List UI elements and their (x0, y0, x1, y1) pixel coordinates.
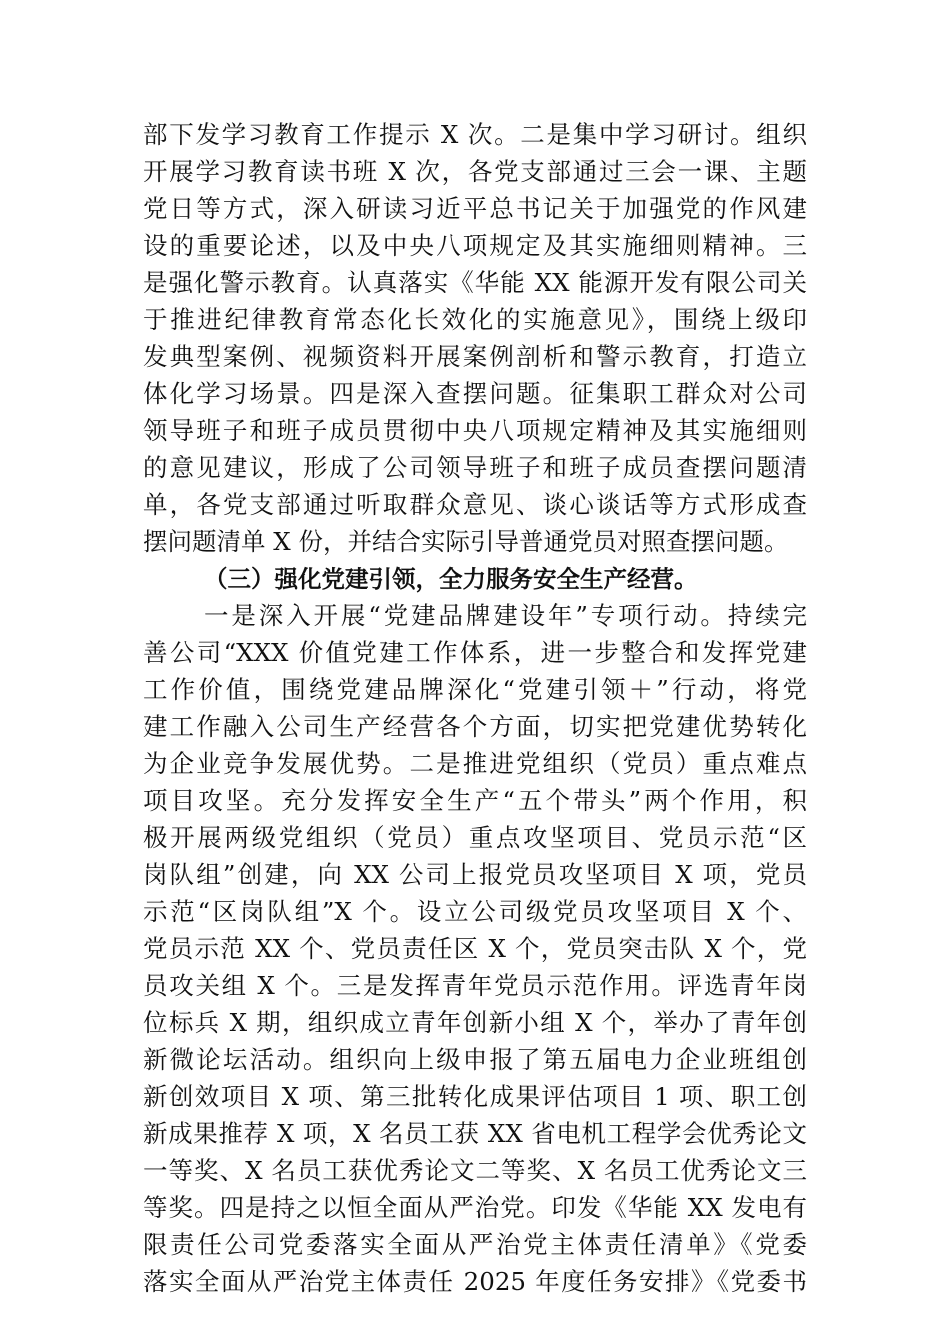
paragraph-line: 领导班子和班子成员贯彻中央八项规定精神及其实施细则 (143, 416, 807, 445)
paragraph-line: 工作价值，围绕党建品牌深化“党建引领＋”行动，将党 (143, 675, 807, 704)
paragraph-line: 员攻关组 X 个。三是发挥青年党员示范作用。评选青年岗 (143, 971, 807, 1000)
section-heading: （三）强化党建引领，全力服务安全生产经营。 (204, 565, 698, 593)
paragraph-line: 一等奖、X 名员工获优秀论文二等奖、X 名员工优秀论文三 (143, 1156, 807, 1185)
paragraph-line: 的意见建议，形成了公司领导班子和班子成员查摆问题清 (143, 453, 807, 482)
paragraph-line: 极开展两级党组织（党员）重点攻坚项目、党员示范“区 (143, 823, 807, 852)
paragraph-line: 落实全面从严治党主体责任 2025 年度任务安排》《党委书 (143, 1267, 807, 1296)
paragraph-line: 是强化警示教育。认真落实《华能 XX 能源开发有限公司关 (143, 268, 807, 297)
paragraph-line: 体化学习场景。四是深入查摆问题。征集职工群众对公司 (143, 379, 807, 408)
paragraph-line: 一是深入开展“党建品牌建设年”专项行动。持续完 (204, 601, 807, 630)
paragraph-line: 党日等方式，深入研读习近平总书记关于加强党的作风建 (143, 194, 807, 223)
paragraph-line: 善公司“XXX 价值党建工作体系，进一步整合和发挥党建 (143, 638, 807, 667)
paragraph-line: 摆问题清单 X 份，并结合实际引导普通党员对照查摆问题。 (143, 527, 789, 556)
paragraph-line: 部下发学习教育工作提示 X 次。二是集中学习研讨。组织 (143, 120, 807, 149)
paragraph-line: 新成果推荐 X 项，X 名员工获 XX 省电机工程学会优秀论文 (143, 1119, 807, 1148)
paragraph-line: 限责任公司党委落实全面从严治党主体责任清单》《党委 (143, 1230, 807, 1259)
paragraph-line: 为企业竞争发展优势。二是推进党组织（党员）重点难点 (143, 749, 807, 778)
paragraph-line: 单，各党支部通过听取群众意见、谈心谈话等方式形成查 (143, 490, 807, 519)
paragraph-line: 设的重要论述，以及中央八项规定及其实施细则精神。三 (143, 231, 807, 260)
paragraph-line: 建工作融入公司生产经营各个方面，切实把党建优势转化 (143, 712, 807, 741)
paragraph-line: 示范“区岗队组”X 个。设立公司级党员攻坚项目 X 个、 (143, 897, 807, 926)
paragraph-line: 位标兵 X 期，组织成立青年创新小组 X 个，举办了青年创 (143, 1008, 807, 1037)
paragraph-line: 发典型案例、视频资料开展案例剖析和警示教育，打造立 (143, 342, 807, 371)
paragraph-line: 新创效项目 X 项、第三批转化成果评估项目 1 项、职工创 (143, 1082, 807, 1111)
paragraph-line: 开展学习教育读书班 X 次，各党支部通过三会一课、主题 (143, 157, 807, 186)
paragraph-line: 新微论坛活动。组织向上级申报了第五届电力企业班组创 (143, 1045, 807, 1074)
paragraph-line: 项目攻坚。充分发挥安全生产“五个带头”两个作用，积 (143, 786, 807, 815)
paragraph-line: 党员示范 XX 个、党员责任区 X 个，党员突击队 X 个，党 (143, 934, 807, 963)
paragraph-line: 岗队组”创建，向 XX 公司上报党员攻坚项目 X 项，党员 (143, 860, 807, 889)
paragraph-line: 等奖。四是持之以恒全面从严治党。印发《华能 XX 发电有 (143, 1193, 807, 1222)
paragraph-line: 于推进纪律教育常态化长效化的实施意见》，围绕上级印 (143, 305, 807, 334)
